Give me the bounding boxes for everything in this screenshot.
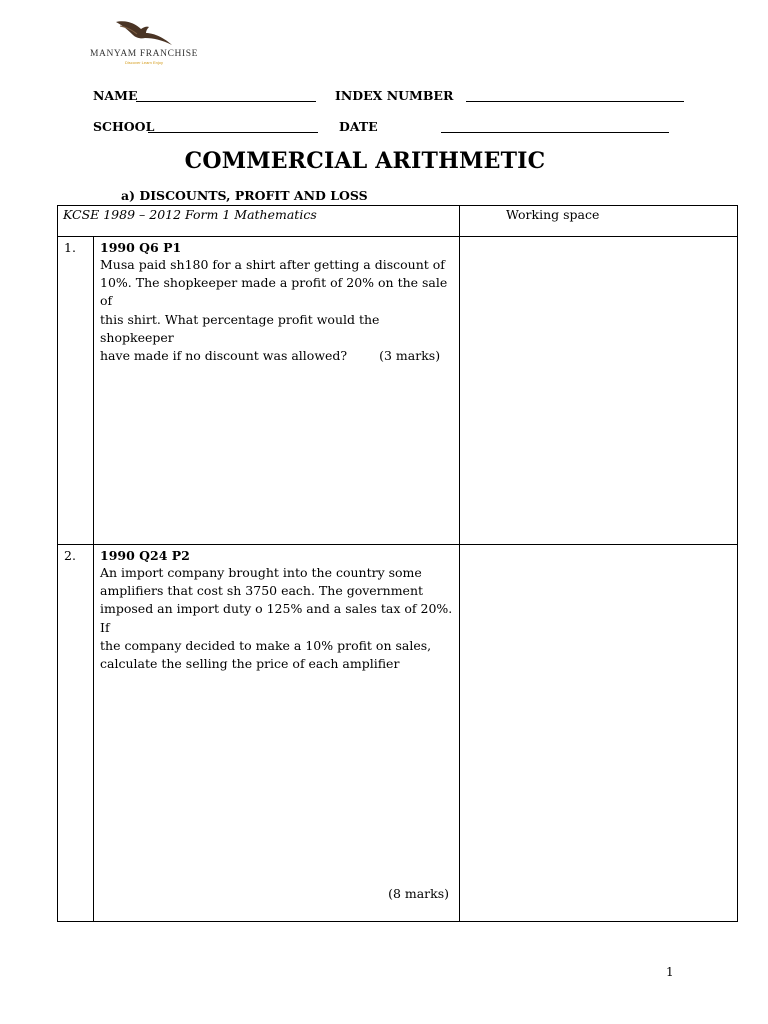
index-number-field[interactable] <box>466 101 684 102</box>
question-line: An import company brought into the country some <box>100 565 422 580</box>
question-line: this shirt. What percentage profit would the shopkeeper <box>100 311 380 345</box>
question-number: 1. <box>58 237 94 545</box>
date-label: DATE <box>339 119 378 134</box>
questions-table <box>57 205 738 922</box>
question-source: 1990 Q6 P1 <box>100 240 182 255</box>
logo-name: MANYAM FRANCHISE <box>89 49 199 59</box>
question-line: amplifiers that cost sh 3750 each. The government <box>100 583 424 599</box>
question-cell <box>94 237 460 545</box>
question-line: 10%. The shopkeeper made a profit of 20% on the sale of <box>100 275 448 309</box>
question-number: 2. <box>58 545 94 922</box>
marks-label: (3 marks) <box>379 348 441 364</box>
table-header-source: KCSE 1989 – 2012 Form 1 Mathematics <box>58 206 460 237</box>
logo <box>82 18 206 66</box>
logo-tagline: Discover Learn Enjoy <box>124 60 164 65</box>
name-label: NAME <box>93 88 138 103</box>
working-space-cell[interactable] <box>460 237 738 545</box>
school-field[interactable] <box>148 132 318 133</box>
page-number: 1 <box>666 965 674 979</box>
question-text <box>100 256 453 365</box>
question-line: imposed an import duty o 125% and a sales tax of 20%. If <box>100 601 453 635</box>
table-header-working-space: Working space <box>460 206 738 237</box>
question-line: the company decided to make a 10% profit on sales, <box>100 637 432 653</box>
table-row <box>58 237 738 545</box>
question-line: have made if no discount was allowed? <box>100 348 348 364</box>
eagle-icon <box>114 18 174 48</box>
page-title: COMMERCIAL ARITHMETIC <box>184 148 546 174</box>
school-label: SCHOOL <box>93 119 155 134</box>
question-cell <box>94 545 460 922</box>
question-line: calculate the selling the price of each amplifier <box>100 656 400 672</box>
name-field[interactable] <box>136 101 316 102</box>
working-space-cell[interactable] <box>460 545 738 922</box>
index-number-label: INDEX NUMBER <box>335 88 454 103</box>
question-text <box>100 564 453 673</box>
question-source: 1990 Q24 P2 <box>100 548 190 563</box>
marks-label: (8 marks) <box>388 886 450 901</box>
section-heading: a) DISCOUNTS, PROFIT AND LOSS <box>121 188 368 203</box>
table-header-row <box>58 206 738 237</box>
date-field[interactable] <box>441 132 669 133</box>
question-line: Musa paid sh180 for a shirt after getting a discount of <box>100 257 445 272</box>
table-row <box>58 545 738 922</box>
